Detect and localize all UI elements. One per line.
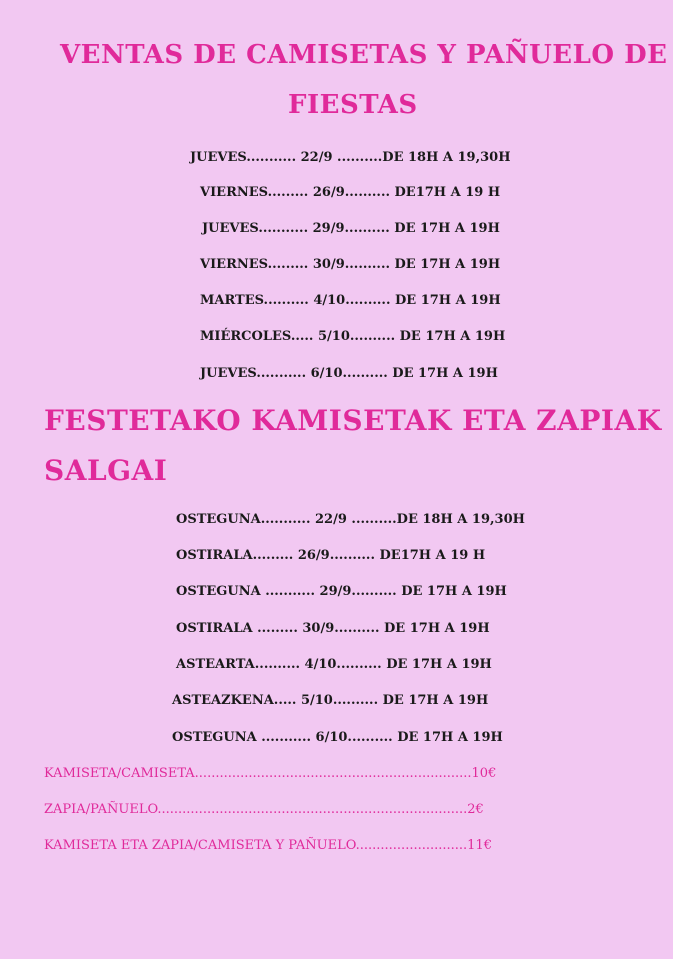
basque-schedule-row: ASTEARTA.......... 4/10.......... DE 17H A 19H	[176, 657, 492, 672]
basque-schedule-row: OSTIRALA ......... 30/9.......... DE 17H A 19H	[176, 621, 490, 636]
price-line-combo: KAMISETA ETA ZAPIA/CAMISETA Y PAÑUELO...........................11€	[44, 838, 492, 853]
spanish-title-line1: VENTAS DE CAMISETAS Y PAÑUELO DE	[60, 40, 668, 70]
basque-schedule-row: ASTEAZKENA..... 5/10.......... DE 17H A 19H	[172, 693, 489, 708]
basque-schedule-row: OSTEGUNA ........... 29/9.......... DE 17H A 19H	[176, 584, 507, 599]
price-line-tshirt: KAMISETA/CAMISETA...................................................................10€	[44, 766, 497, 781]
basque-schedule-row: OSTEGUNA ........... 6/10.......... DE 17H A 19H	[172, 730, 503, 745]
spanish-schedule-row: MIÉRCOLES..... 5/10.......... DE 17H A 19H	[200, 329, 506, 344]
spanish-schedule-row: JUEVES........... 29/9.......... DE 17H A 19H	[202, 221, 500, 236]
spanish-schedule-row: VIERNES......... 26/9.......... DE17H A 19 H	[200, 185, 501, 200]
basque-schedule-row: OSTEGUNA........... 22/9 ..........DE 18H A 19,30H	[176, 512, 525, 527]
basque-schedule-row: OSTIRALA......... 26/9.......... DE17H A 19 H	[176, 548, 486, 563]
spanish-schedule-row: VIERNES......... 30/9.......... DE 17H A 19H	[200, 257, 501, 272]
spanish-schedule-row: MARTES.......... 4/10.......... DE 17H A 19H	[200, 293, 501, 308]
spanish-title-line2: FIESTAS	[288, 90, 418, 120]
basque-title-line2: SALGAI	[44, 454, 168, 487]
spanish-schedule-row: JUEVES........... 22/9 ..........DE 18H A 19,30H	[190, 150, 511, 165]
price-line-scarf: ZAPIA/PAÑUELO...........................................................................2€	[44, 802, 484, 817]
basque-title-line1: FESTETAKO KAMISETAK ETA ZAPIAK	[44, 404, 662, 437]
spanish-schedule-row: JUEVES........... 6/10.......... DE 17H A 19H	[200, 366, 498, 381]
